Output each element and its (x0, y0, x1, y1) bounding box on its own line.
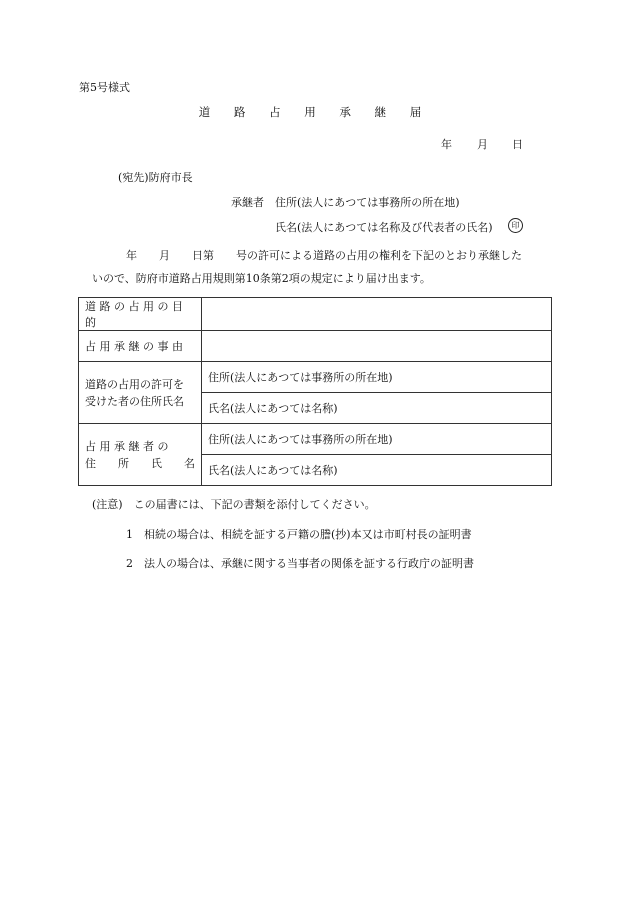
permit-holder-label (79, 362, 202, 424)
reason-label: 占 用 承 継 の 事 由 (79, 331, 202, 362)
successor-name-line: 氏名(法人にあつては名称及び代表者の氏名) (275, 221, 493, 234)
label-char: 氏 (151, 456, 162, 470)
purpose-label: 道 路 の 占 用 の 目 的 (79, 298, 202, 331)
successor-table-label-line-2 (85, 455, 195, 472)
note-item-1: 1 相続の場合は、相続を証する戸籍の謄(抄)本又は市町村長の証明書 (126, 528, 472, 541)
purpose-field[interactable] (202, 298, 552, 331)
notes-heading: (注意) この届書には、下記の書類を添付してください。 (92, 498, 376, 511)
permit-holder-address-field[interactable]: 住所(法人にあつては事務所の所在地) (202, 362, 552, 393)
permit-holder-label-line-1: 道路の占用の許可を (85, 377, 184, 391)
table-row-reason (79, 331, 552, 362)
successor-table-label (79, 424, 202, 486)
date-month: 月 (477, 138, 488, 151)
addressee: (宛先)防府市長 (118, 171, 193, 184)
label-char: 名 (184, 456, 195, 470)
reason-field[interactable] (202, 331, 552, 362)
body-text-line-1: 年 月 日第 号の許可による道路の占用の権利を下記のとおり承継した (126, 249, 522, 262)
form-number: 第5号様式 (79, 81, 130, 94)
successor-address-line: 住所(法人にあつては事務所の所在地) (275, 196, 460, 209)
document-title: 道 路 占 用 承 継 届 (198, 105, 432, 119)
form-table (78, 297, 552, 486)
label-char: 所 (118, 456, 129, 470)
seal-mark: 印 (508, 218, 523, 233)
permit-holder-name-field[interactable]: 氏名(法人にあつては名称) (202, 393, 552, 424)
successor-address-field[interactable]: 住所(法人にあつては事務所の所在地) (202, 424, 552, 455)
table-row-permit-holder-address (79, 362, 552, 393)
note-item-2: 2 法人の場合は、承継に関する当事者の関係を証する行政庁の証明書 (126, 557, 474, 570)
label-char: 住 (85, 456, 96, 470)
date-year: 年 (441, 138, 452, 151)
date-day: 日 (512, 138, 523, 151)
successor-table-label-line-1: 占 用 承 継 者 の (85, 439, 169, 453)
table-row-successor-address (79, 424, 552, 455)
permit-holder-label-line-2: 受けた者の住所氏名 (85, 394, 184, 408)
body-text-line-2: いので、防府市道路占用規則第10条第2項の規定により届け出ます。 (92, 272, 431, 285)
successor-name-field[interactable]: 氏名(法人にあつては名称) (202, 455, 552, 486)
table-row-purpose (79, 298, 552, 331)
successor-label: 承継者 (231, 196, 264, 209)
